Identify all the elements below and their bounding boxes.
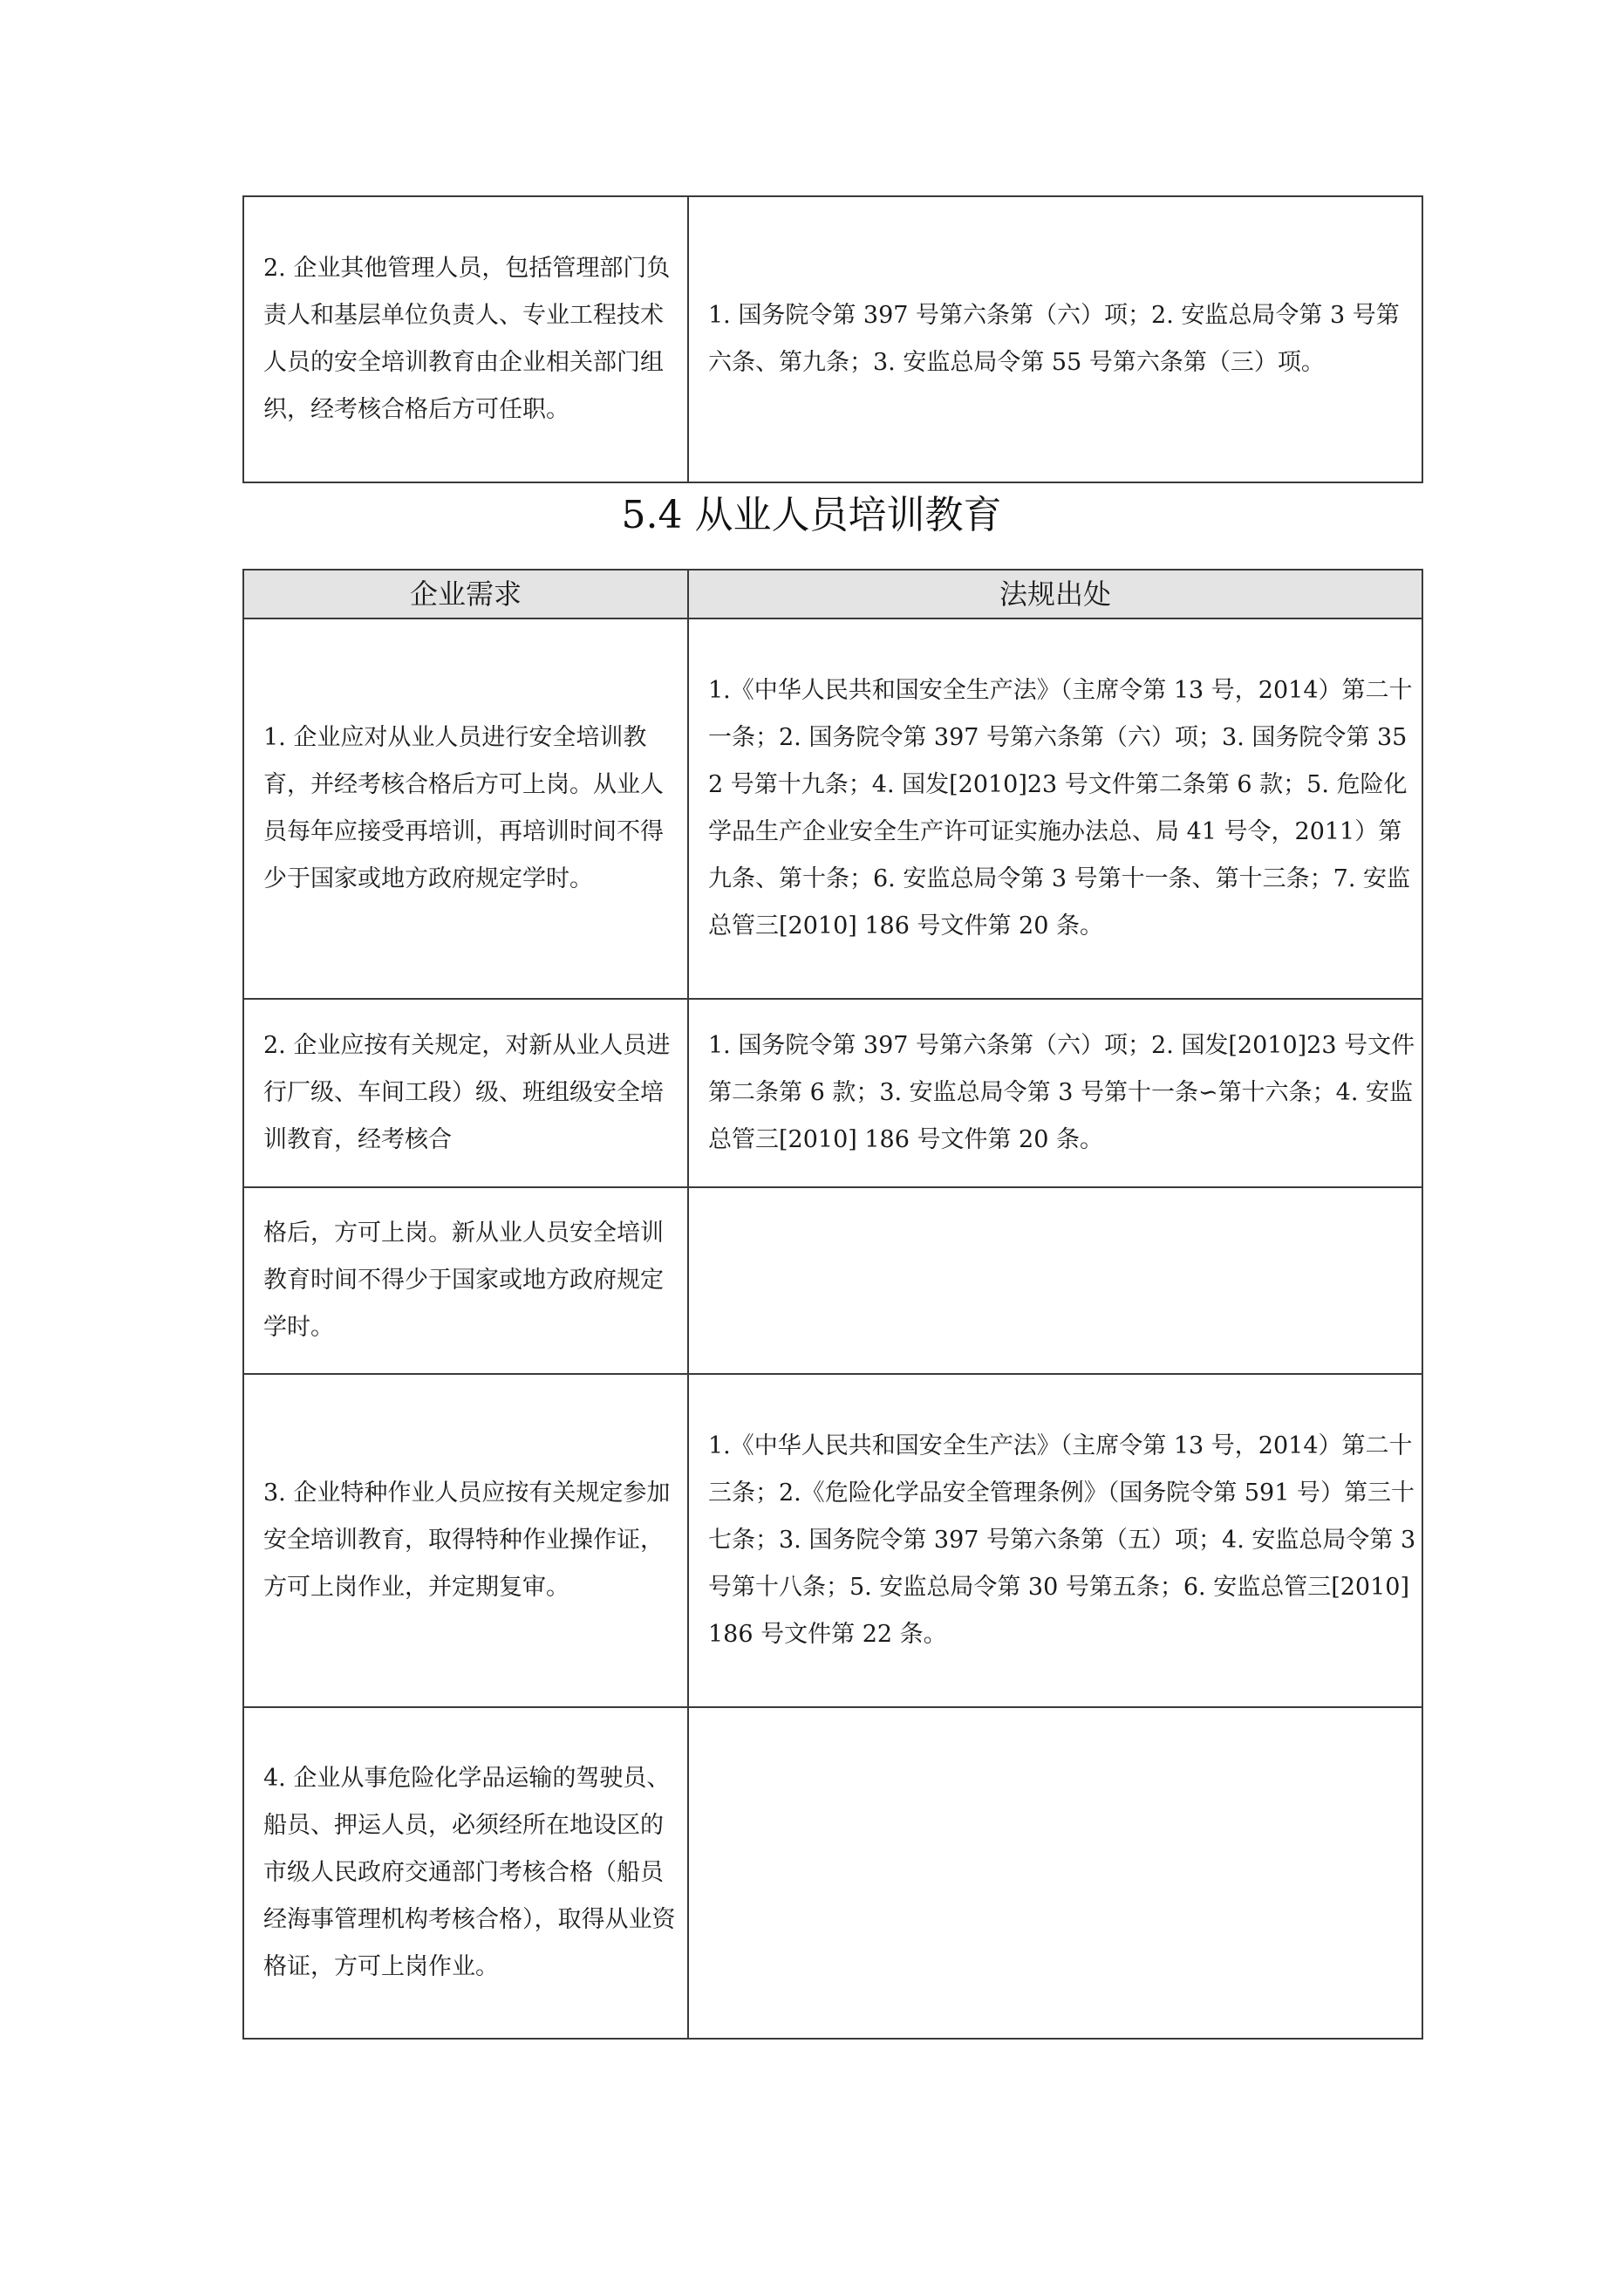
table-row [243,999,1422,1187]
table-row [243,1707,1422,2039]
source-cell: 1. 国务院令第 397 号第六条第（六）项；2. 安监总局令第 3 号第六条、第九条；3. 安监总局令第 55 号第六条第（三）项。 [688,196,1422,482]
requirement-cell: 4. 企业从事危险化学品运输的驾驶员、船员、押运人员，必须经所在地设区的市级人民政府交通部门考核合格（船员经海事管理机构考核合格），取得从业资格证，方可上岗作业。 [243,1707,688,2039]
source-cell: 1. 国务院令第 397 号第六条第（六）项；2. 国发[2010]23 号文件第二条第 6 款；3. 安监总局令第 3 号第十一条∽第十六条；4. 安监总管三[2010] 186 号文件第 20 条。 [688,999,1422,1187]
requirement-cell: 2. 企业其他管理人员，包括管理部门负责人和基层单位负责人、专业工程技术人员的安全培训教育由企业相关部门组织，经考核合格后方可任职。 [243,196,688,482]
requirement-cell: 2. 企业应按有关规定，对新从业人员进行厂级、车间工段）级、班组级安全培训教育，经考核合 [243,999,688,1187]
regulation-table-continued [242,195,1423,483]
requirement-cell: 1. 企业应对从业人员进行安全培训教育，并经考核合格后方可上岗。从业人员每年应接受再培训，再培训时间不得少于国家或地方政府规定学时。 [243,618,688,999]
regulation-table [242,569,1423,2040]
source-cell: 1.《中华人民共和国安全生产法》（主席令第 13 号，2014）第二十一条；2. 国务院令第 397 号第六条第（六）项；3. 国务院令第 352 号第十九条；4. 国发[2010]23 号文件第二条第 6 款；5. 危险化学品生产企业安全生产许可证实施办法总、局 41 号令，2011）第九条、第十条；6. 安监总局令第 3 号第十一条、第十三条；7. 安监总管三[2010] 186 号文件第 20 条。 [688,618,1422,999]
requirement-cell: 格后，方可上岗。新从业人员安全培训教育时间不得少于国家或地方政府规定学时。 [243,1187,688,1374]
source-cell [688,1187,1422,1374]
table-header-row [243,570,1422,618]
column-header-source: 法规出处 [688,570,1422,618]
section-title: 5.4 从业人员培训教育 [621,493,1002,537]
source-cell: 1.《中华人民共和国安全生产法》（主席令第 13 号，2014）第二十三条；2.《危险化学品安全管理条例》（国务院令第 591 号）第三十七条；3. 国务院令第 397 号第六条第（五）项；4. 安监总局令第 3 号第十八条；5. 安监总局令第 30 号第五条；6. 安监总管三[2010] 186 号文件第 22 条。 [688,1374,1422,1707]
column-header-requirement: 企业需求 [243,570,688,618]
table-row [243,1187,1422,1374]
table-row [243,618,1422,999]
source-cell [688,1707,1422,2039]
table-row [243,196,1422,482]
requirement-cell: 3. 企业特种作业人员应按有关规定参加安全培训教育，取得特种作业操作证，方可上岗作业，并定期复审。 [243,1374,688,1707]
table-row [243,1374,1422,1707]
